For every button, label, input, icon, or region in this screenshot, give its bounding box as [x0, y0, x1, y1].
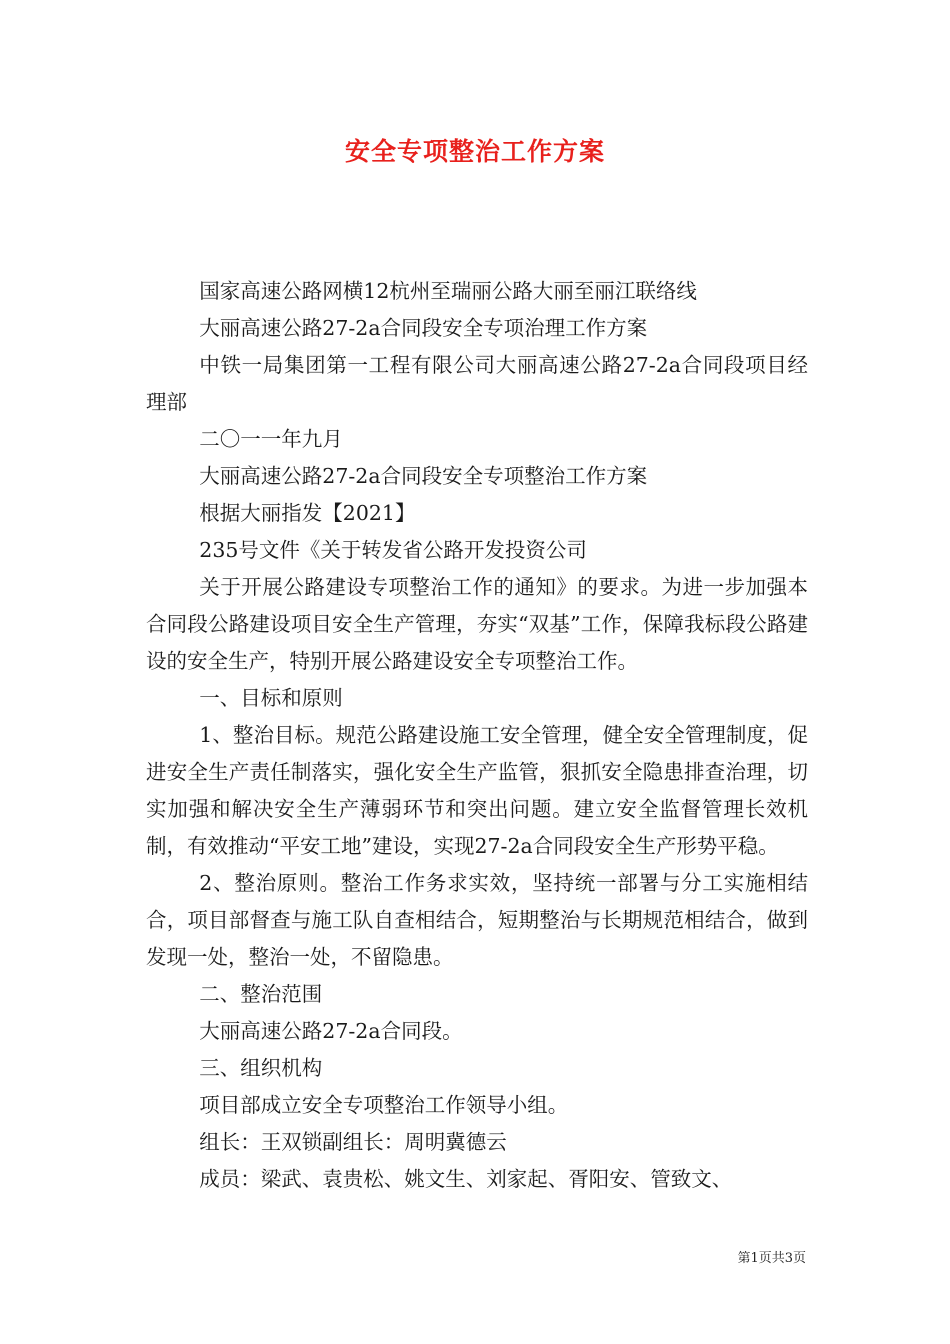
- paragraph: 二〇一一年九月: [199, 427, 343, 451]
- paragraph: 大丽高速公路27-2a合同段安全专项治理工作方案: [199, 316, 648, 340]
- paragraph: 关于开展公路建设专项整治工作的通知》的要求。为进一步加强本合同段公路建设项目安全生产管理，夯实“双基”工作，保障我标段公路建设的安全生产，特别开展公路建设安全专项整治工作。: [146, 575, 808, 673]
- section-heading: 三、组织机构: [199, 1056, 323, 1080]
- paragraph: 1、整治目标。规范公路建设施工安全管理，健全安全管理制度，促进安全生产责任制落实，强化安全生产监管，狠抓安全隐患排查治理，切实加强和解决安全生产薄弱环节和突出问题。建立安全监督管理长效机制，有效推动“平安工地”建设，实现27-2a合同段安全生产形势平稳。: [146, 723, 808, 858]
- section-heading: 二、整治范围: [199, 982, 323, 1006]
- paragraph: 根据大丽指发【2021】: [199, 501, 416, 525]
- paragraph: 2、整治原则。整治工作务求实效，坚持统一部署与分工实施相结合，项目部督查与施工队自查相结合，短期整治与长期规范相结合，做到发现一处，整治一处，不留隐患。: [146, 871, 808, 969]
- paragraph: 组长：王双锁副组长：周明冀德云: [199, 1130, 507, 1154]
- paragraph: 中铁一局集团第一工程有限公司大丽高速公路27-2a合同段项目经理部: [146, 353, 808, 414]
- paragraph: 成员：梁武、袁贵松、姚文生、刘家起、胥阳安、管致文、: [199, 1167, 733, 1191]
- paragraph: 大丽高速公路27-2a合同段安全专项整治工作方案: [199, 464, 648, 488]
- paragraph: 国家高速公路网横12杭州至瑞丽公路大丽至丽江联络线: [199, 279, 697, 303]
- paragraph: 项目部成立安全专项整治工作领导小组。: [199, 1093, 569, 1117]
- page-number: 第1页共3页: [737, 1251, 806, 1266]
- document-body: [146, 273, 808, 1198]
- paragraph: 235号文件《关于转发省公路开发投资公司: [199, 538, 587, 562]
- document-title: 安全专项整治工作方案: [344, 137, 605, 166]
- paragraph: 大丽高速公路27-2a合同段。: [199, 1019, 463, 1043]
- section-heading: 一、目标和原则: [199, 686, 343, 710]
